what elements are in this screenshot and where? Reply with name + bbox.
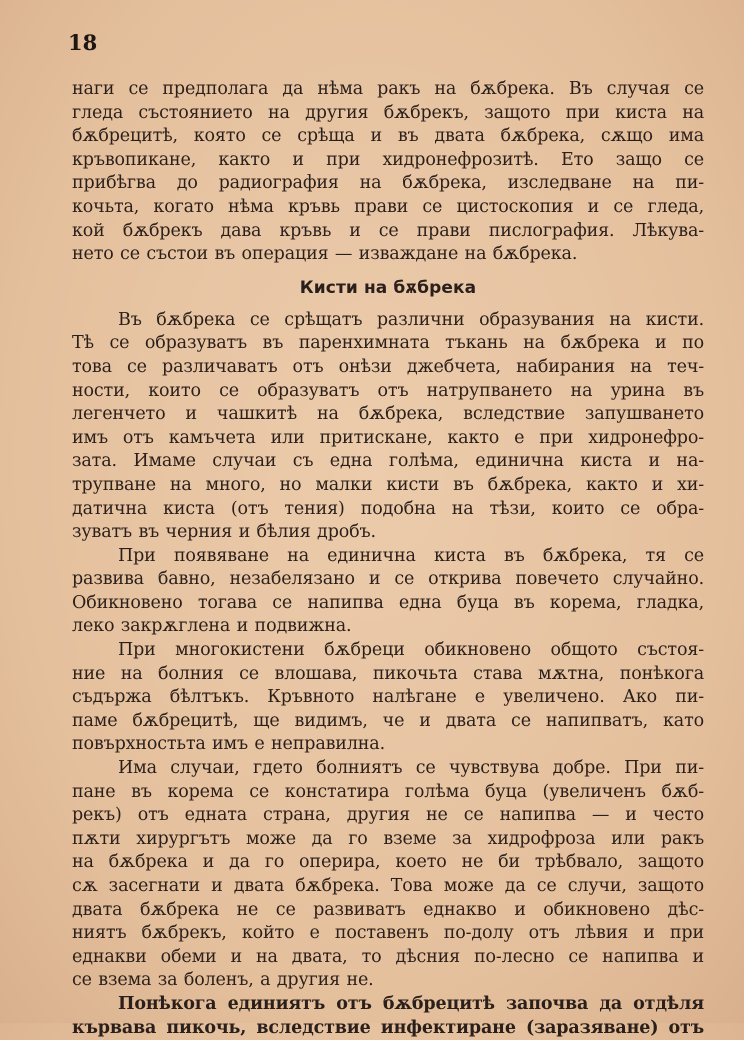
text-line: При появяване на единична киста въ бѫбрека, тя се bbox=[118, 545, 704, 566]
text-line: прибѣгва до радиография на бѫбрека, изследване на пи- bbox=[72, 173, 704, 194]
text-line: Въ бѫбрека се срѣщатъ различни образувания на кисти. bbox=[118, 309, 704, 330]
text-line: кървава пикочь, вследствие инфектиране (заразяване) отъ bbox=[72, 1017, 704, 1038]
text-line: пане въ корема се констатира голѣма буца (увеличенъ бѫб- bbox=[72, 781, 704, 802]
text-line: се взема за боленъ, а другия не. bbox=[72, 970, 374, 991]
text-line: леко закрѫглена и подвижна. bbox=[72, 616, 352, 637]
text-line: развива бавно, незабелязано и се открива повечето случайно. bbox=[72, 569, 704, 590]
text-line: трупване на много, но малки кисти въ бѫбрека, както и хи- bbox=[72, 474, 704, 495]
text-line: кръвопикане, както и при хидронефрозитѣ. Ето защо се bbox=[72, 149, 704, 170]
text-line: сѫ засегнати и двата бѫбрека. Това може да се случи, защото bbox=[72, 876, 704, 896]
text-line: ние на болния се влошава, пикочьта става мѫтна, понѣкога bbox=[72, 663, 704, 684]
text-line: Обикновено тогава се напипва една буца въ корема, гладка, bbox=[72, 592, 704, 613]
text-line: зата. Имаме случаи съ една голѣма, единична киста и на- bbox=[72, 451, 704, 472]
text-line: паме бѫбрецитѣ, ще видимъ, че и двата се напипватъ, като bbox=[72, 710, 704, 731]
section-heading: Кисти на бѫбрека bbox=[299, 277, 477, 298]
text-line: ниятъ бѫбрекъ, който е поставенъ по-долу отъ лѣвия и при bbox=[72, 923, 704, 944]
text-line: повърхностьта имъ е неправилна. bbox=[72, 734, 385, 755]
text-line: двата бѫбрека не се развиватъ еднакво и обикновено дѣс- bbox=[72, 899, 704, 920]
text-line: пѫти хирургътъ може да го вземе за хидрофроза или ракъ bbox=[72, 828, 704, 849]
text-line: Понѣкога единиятъ отъ бѫбрецитѣ започва да отдѣля bbox=[118, 993, 704, 1014]
text-line: легенчето и чашкитѣ на бѫбрека, вследствие запушването bbox=[72, 404, 704, 425]
text-line: имъ отъ камъчета или притискане, както е при хидронефро- bbox=[72, 427, 704, 448]
text-line: Тѣ се образуватъ въ паренхимната тъкань на бѫбрека и по bbox=[72, 333, 704, 354]
text-line: еднакви обеми и на двата, то дѣсния по-лесно се напипва и bbox=[72, 946, 704, 967]
text-line: нето се състои въ операция — изваждане на бѫбрека. bbox=[72, 244, 578, 265]
page-text bbox=[72, 78, 704, 1040]
text-line: съдържа бѣлтъкъ. Кръвното налѣгане е увеличено. Ако пи- bbox=[72, 687, 704, 708]
text-line: датична киста (отъ тения) подобна на тѣзи, които се обра- bbox=[72, 498, 704, 519]
text-line: Има случаи, гдето болниятъ се чувствува добре. При пи- bbox=[118, 758, 704, 779]
text-line: ности, които се образуватъ отъ натрупването на урина въ bbox=[72, 380, 704, 401]
page-number: 18 bbox=[68, 30, 98, 55]
text-line: кочьта, когато нѣма кръвь прави се цистоскопия и се гледа, bbox=[72, 196, 704, 217]
text-line: наги се предполага да нѣма ракъ на бѫбрека. Въ случая се bbox=[72, 79, 704, 99]
text-line: това се различаватъ отъ онѣзи джебчета, набирания на теч- bbox=[72, 356, 704, 377]
text-line: бѫбрецитѣ, която се срѣща и въ двата бѫбрека, сѫщо има bbox=[72, 126, 704, 147]
text-line: При многокистени бѫбреци обикновено общото състоя- bbox=[118, 640, 704, 661]
text-line: кой бѫбрекъ дава кръвь и се прави пислография. Лѣкува- bbox=[72, 220, 704, 241]
text-line: рекъ) отъ едната страна, другия не се напипва — и често bbox=[72, 805, 704, 826]
text-line: на бѫбрека и да го оперира, което не би трѣбвало, защото bbox=[72, 852, 704, 873]
text-line: гледа състоянието на другия бѫбрекъ, защото при киста на bbox=[72, 102, 704, 123]
text-line: зуватъ въ черния и бѣлия дробъ. bbox=[72, 522, 376, 543]
